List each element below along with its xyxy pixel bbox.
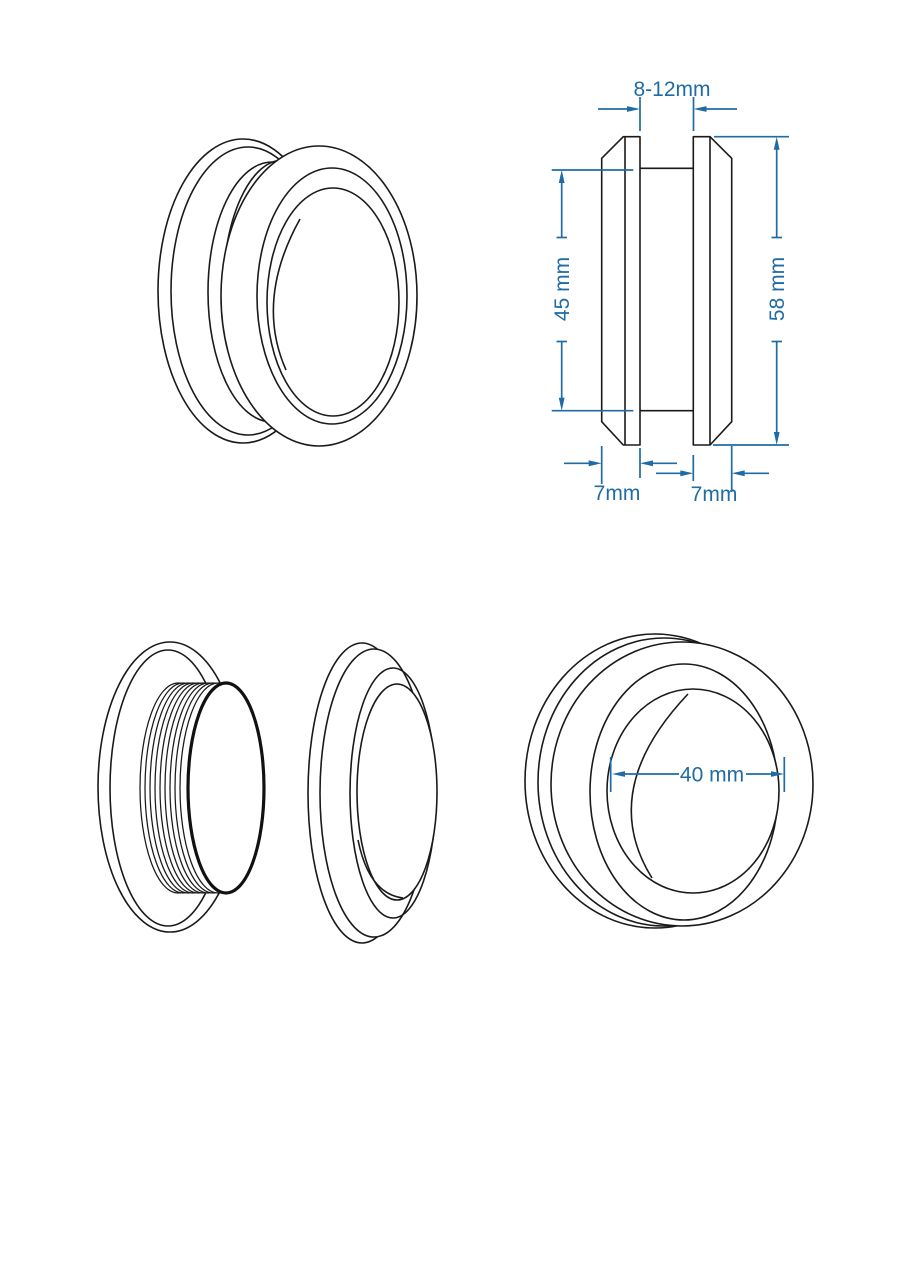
exploded-view [98,642,437,943]
arrowhead-left [640,460,653,466]
arrowhead-right [680,470,693,476]
dim-label-flange-right: 7mm [690,483,738,506]
dim-overall-height [713,137,789,445]
arrowhead-left [694,106,707,112]
trim-ring [308,643,437,943]
arrowhead-right [627,106,640,112]
front-view-assembled [525,634,813,928]
dim-label-inner-height: 45 mm [551,256,575,322]
left-half-outline [602,137,640,445]
hole-edge [267,188,399,416]
arrowhead-down [559,398,565,411]
ring-hole-edge [357,684,437,900]
arrowhead-left [732,470,745,476]
threaded-body [98,642,264,932]
dim-flange-left [564,446,677,505]
dim-label-overall-height: 58 mm [766,256,790,322]
arrowhead-right [589,460,602,466]
dim-label-flange-left: 7mm [593,482,641,505]
arrowhead-down [774,432,780,445]
dim-label-glass-thickness: 8-12mm [633,78,711,101]
arrowhead-up [559,170,565,183]
cross-section-view [551,78,789,506]
dim-flange-right [656,446,769,506]
dim-inner-height [551,170,633,411]
perspective-view-grommet [158,139,417,446]
arrowhead-up [774,137,780,150]
barrel-front-face [188,683,264,893]
dim-glass-thickness [598,78,737,131]
dim-label-hole-diameter: 40 mm [679,763,745,787]
right-half-outline [693,137,731,445]
